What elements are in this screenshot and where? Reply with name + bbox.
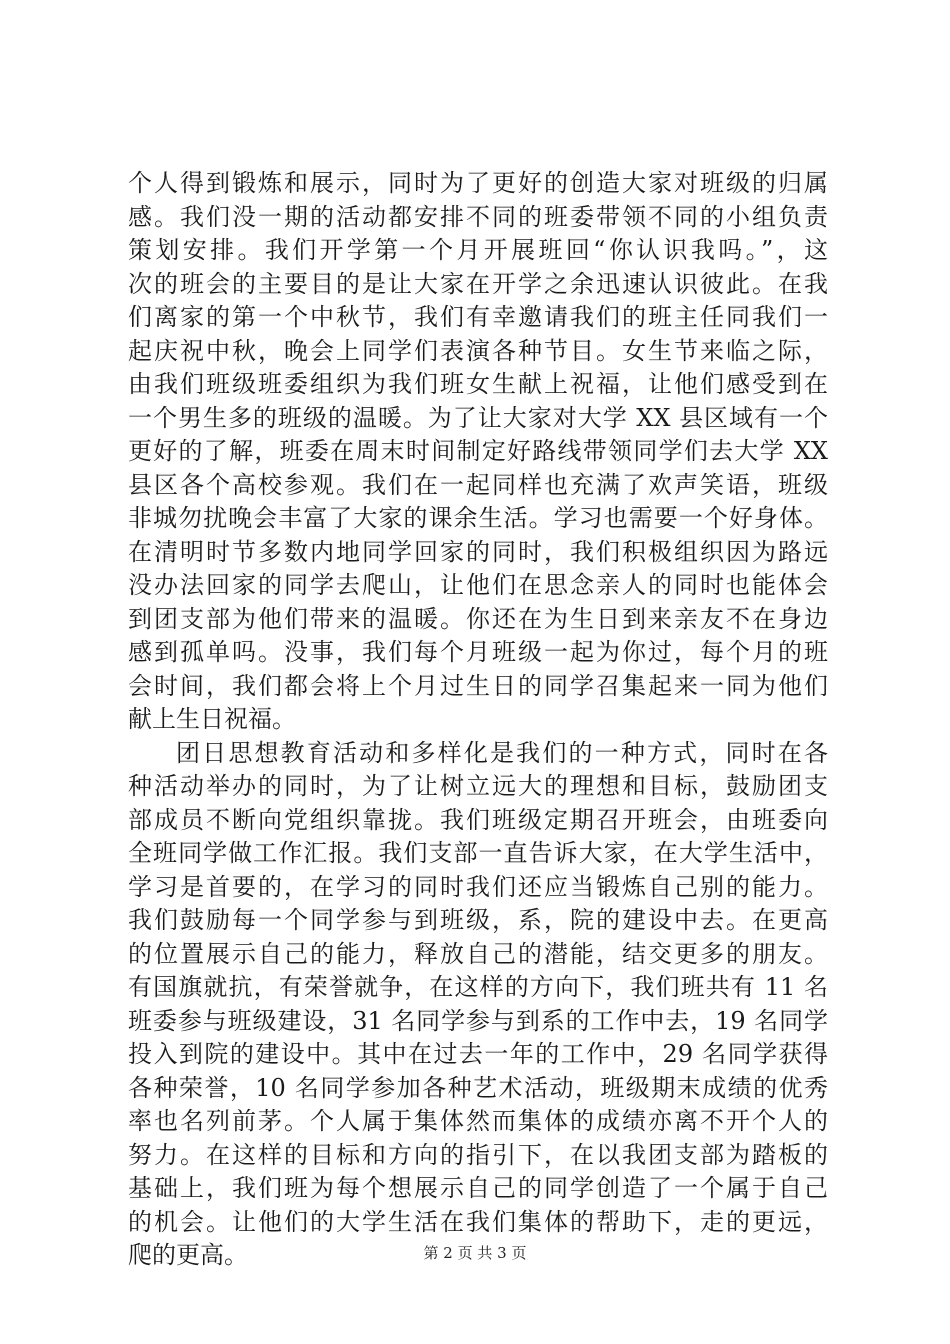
body-text bbox=[128, 167, 828, 1273]
paragraph bbox=[128, 737, 828, 1273]
page-footer: 第 2 页 共 3 页 bbox=[423, 1244, 527, 1262]
text-line: 团日思想教育活动和多样化是我们的一种方式，同时在各 bbox=[176, 738, 828, 767]
text-line: 由我们班级班委组织为我们班女生献上祝福，让他们感受到在 bbox=[128, 370, 828, 398]
paragraph bbox=[128, 167, 828, 737]
text-line: 献上生日祝福。 bbox=[128, 705, 296, 733]
text-line: 投入到院的建设中。其中在过去一年的工作中，29 名同学获得 bbox=[128, 1040, 828, 1068]
text-line: 次的班会的主要目的是让大家在开学之余迅速认识彼此。在我 bbox=[128, 269, 828, 298]
text-line: 在清明时节多数内地同学回家的同时，我们积极组织因为路远 bbox=[128, 537, 828, 566]
text-line: 基础上，我们班为每个想展示自己的同学创造了一个属于自己 bbox=[128, 1174, 828, 1202]
text-line: 一个男生多的班级的温暖。为了让大家对大学 XX 县区域有一个 bbox=[128, 403, 828, 432]
text-line: 县区各个高校参观。我们在一起同样也充满了欢声笑语，班级 bbox=[128, 470, 828, 499]
text-line: 感到孤单吗。没事，我们每个月班级一起为你过，每个月的班 bbox=[128, 638, 828, 666]
text-line: 到团支部为他们带来的温暖。你还在为生日到来亲友不在身边 bbox=[128, 604, 828, 633]
text-line: 努力。在这样的目标和方向的指引下，在以我团支部为踏板的 bbox=[128, 1140, 828, 1169]
text-line: 全班同学做工作汇报。我们支部一直告诉大家，在大学生活中， bbox=[128, 839, 828, 867]
text-line: 起庆祝中秋，晚会上同学们表演各种节目。女生节来临之际， bbox=[128, 336, 828, 365]
text-line: 爬的更高。 bbox=[128, 1241, 248, 1269]
text-line: 们离家的第一个中秋节，我们有幸邀请我们的班主任同我们一 bbox=[128, 303, 828, 331]
text-line: 更好的了解，班委在周末时间制定好路线带领同学们去大学 XX bbox=[128, 437, 828, 465]
text-line: 部成员不断向党组织靠拢。我们班级定期召开班会，由班委向 bbox=[128, 805, 828, 834]
text-line: 没办法回家的同学去爬山，让他们在思念亲人的同时也能体会 bbox=[128, 571, 828, 599]
text-line: 班委参与班级建设，31 名同学参与到系的工作中去，19 名同学 bbox=[128, 1006, 828, 1035]
text-line: 的位置展示自己的能力，释放自己的潜能，结交更多的朋友。 bbox=[128, 939, 828, 968]
text-line: 会时间，我们都会将上个月过生日的同学召集起来一同为他们 bbox=[128, 671, 828, 700]
text-line: 种活动举办的同时，为了让树立远大的理想和目标，鼓励团支 bbox=[128, 772, 828, 800]
text-line: 我们鼓励每一个同学参与到班级，系，院的建设中去。在更高 bbox=[128, 906, 828, 934]
text-line: 各种荣誉，10 名同学参加各种艺术活动，班级期末成绩的优秀 bbox=[128, 1073, 828, 1102]
text-line: 感。我们没一期的活动都安排不同的班委带领不同的小组负责 bbox=[128, 202, 828, 231]
text-line: 非城勿扰晚会丰富了大家的课余生活。学习也需要一个好身体。 bbox=[128, 504, 828, 532]
text-line: 的机会。让他们的大学生活在我们集体的帮助下，走的更远， bbox=[128, 1207, 828, 1236]
text-line: 策划安排。我们开学第一个月开展班回“你认识我吗。”，这 bbox=[128, 236, 828, 264]
text-line: 学习是首要的，在学习的同时我们还应当锻炼自己别的能力。 bbox=[128, 872, 828, 901]
text-line: 个人得到锻炼和展示，同时为了更好的创造大家对班级的归属 bbox=[128, 169, 828, 197]
text-line: 率也名列前茅。个人属于集体然而集体的成绩亦离不开个人的 bbox=[128, 1107, 828, 1135]
text-line: 有国旗就抗，有荣誉就争，在这样的方向下，我们班共有 11 名 bbox=[128, 973, 828, 1001]
